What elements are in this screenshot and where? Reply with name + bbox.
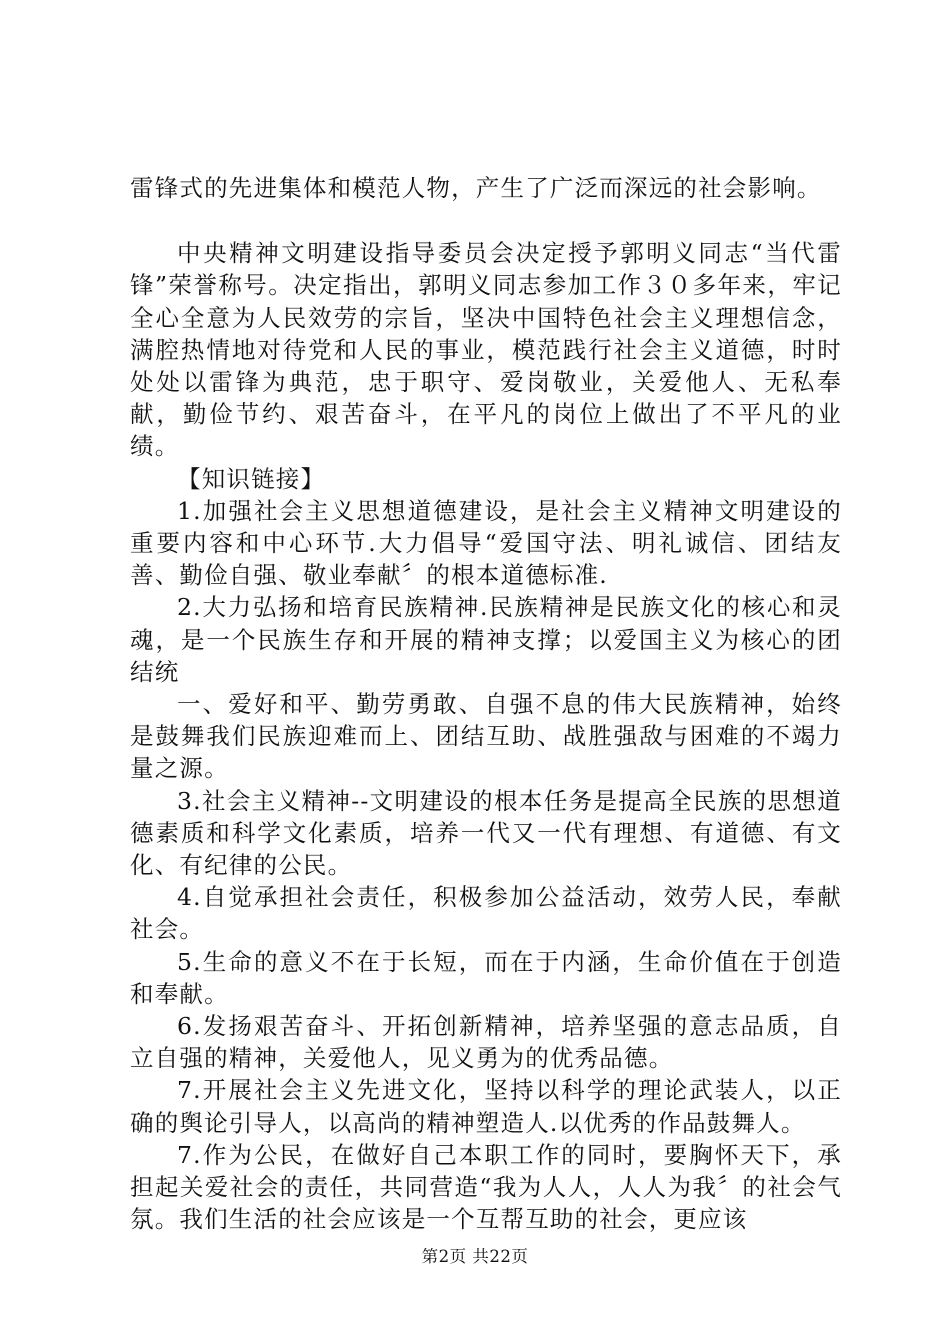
paragraph-item-5: 5.生命的意义不在于长短，而在于内涵，生命价值在于创造和奉献。 (130, 947, 842, 1008)
paragraph-item-7b: 7.作为公民，在做好自己本职工作的同时，要胸怀天下，承担起关爱社会的责任，共同营造“我为人人，人人为我〞的社会气氛。我们生活的社会应该是一个互帮互助的社会，更应该 (130, 1140, 842, 1234)
paragraph-item-2: 2.大力弘扬和培育民族精神.民族精神是民族文化的核心和灵魂，是一个民族生存和开展的精神支撑；以爱国主义为核心的团结统 (130, 593, 842, 686)
paragraph-item-4: 4.自觉承担社会责任，积极参加公益活动，效劳人民，奉献社会。 (130, 883, 842, 944)
paragraph-item-6: 6.发扬艰苦奋斗、开拓创新精神，培养坚强的意志品质，自立自强的精神，关爱他人，见义勇为的优秀品德。 (130, 1012, 842, 1073)
paragraph-item-7a: 7.开展社会主义先进文化，坚持以科学的理论武装人，以正确的舆论引导人，以高尚的精神塑造人.以优秀的作品鼓舞人。 (130, 1076, 842, 1137)
paragraph-item-2-continued: 一、爱好和平、勤劳勇敢、自强不息的伟大民族精神，始终是鼓舞我们民族迎难而上、团结互助、战胜强敌与困难的不竭力量之源。 (130, 690, 842, 783)
paragraph-item-1: 1.加强社会主义思想道德建设，是社会主义精神文明建设的重要内容和中心环节.大力倡导“爱国守法、明礼诚信、团结友善、勤俭自强、敬业奉献〞的根本道德标准. (130, 496, 842, 590)
paragraph-honor-decision: 中央精神文明建设指导委员会决定授予郭明义同志“当代雷锋”荣誉称号。决定指出，郭明义同志参加工作３０多年来，牢记全心全意为人民效劳的宗旨，坚决中国特色社会主义理想信念，满腔热情地对待党和人民的事业，模范践行社会主义道德，时时处处以雷锋为典范，忠于职守、爱岗敬业，关爱他人、无私奉献，勤俭节约、艰苦奋斗，在平凡的岗位上做出了不平凡的业绩。 (130, 239, 842, 461)
document-body (130, 172, 842, 1236)
paragraph-item-3: 3.社会主义精神--文明建设的根本任务是提高全民族的思想道德素质和科学文化素质，培养一代又一代有理想、有道德、有文化、有纪律的公民。 (130, 786, 842, 880)
lead-line: 雷锋式的先进集体和模范人物，产生了广泛而深远的社会影响。 (130, 174, 822, 202)
section-heading-knowledge-link: 【知识链接】 (177, 464, 326, 493)
page-footer: 第2页 共22页 (421, 1247, 529, 1266)
